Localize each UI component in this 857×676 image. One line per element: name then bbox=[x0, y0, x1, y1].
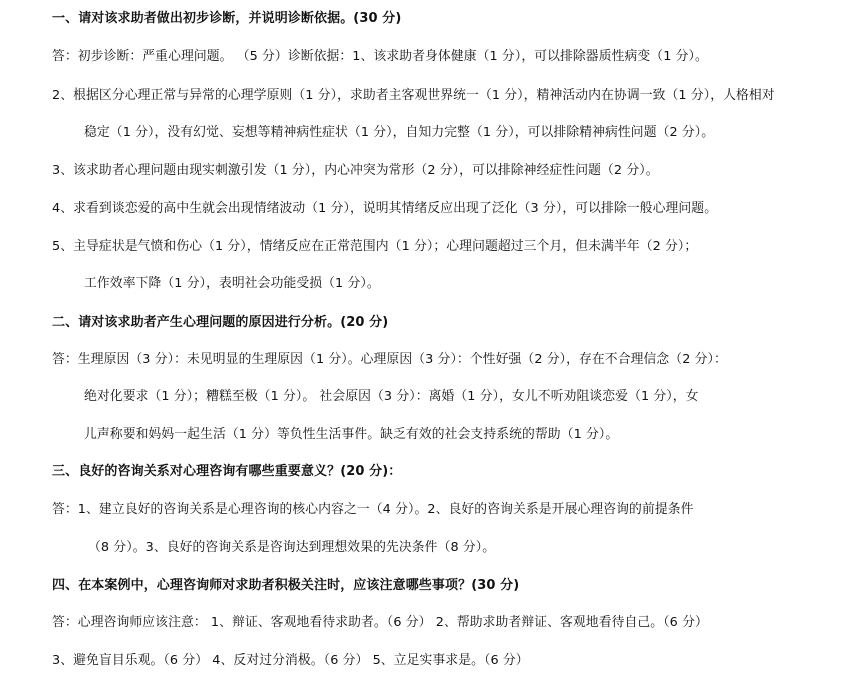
answer-1-line-1: 答：初步诊断：严重心理问题。 （5 分）诊断依据：1、该求助者身体健康（1 分），可以排除器质性病变（1 分）。 bbox=[52, 49, 708, 64]
answer-3-line-1: 答：1、建立良好的咨询关系是心理咨询的核心内容之一（4 分）。2、良好的咨询关系是开展心理咨询的前提条件 bbox=[52, 502, 694, 517]
answer-2-line-1: 答：生理原因（3 分）：未见明显的生理原因（1 分）。心理原因（3 分）：个性好强（2 分），存在不合理信念（2 分）： bbox=[52, 352, 727, 367]
answer-3-line-2: （8 分）。3、良好的咨询关系是咨询达到理想效果的先决条件（8 分）。 bbox=[88, 540, 496, 555]
answer-1-line-3: 稳定（1 分），没有幻觉、妄想等精神病性症状（1 分），自知力完整（1 分），可以排除精神病性问题（2 分）。 bbox=[84, 125, 715, 140]
answer-4-line-2: 3、避免盲目乐观。（6 分） 4、反对过分消极。（6 分） 5、立足实事求是。（6 分） bbox=[52, 653, 529, 668]
answer-2-line-3: 儿声称要和妈妈一起生活（1 分）等负性生活事件。缺乏有效的社会支持系统的帮助（1 分）。 bbox=[84, 427, 619, 442]
answer-1-line-5: 4、求看到谈恋爱的高中生就会出现情绪波动（1 分），说明其情绪反应出现了泛化（3 分），可以排除一般心理问题。 bbox=[52, 201, 718, 216]
answer-1-line-6: 5、主导症状是气愤和伤心（1 分），情绪反应在正常范围内（1 分）；心理问题超过三个月，但未满半年（2 分）； bbox=[52, 239, 698, 254]
question-4-heading: 四、在本案例中，心理咨询师对求助者积极关注时，应该注意哪些事项？(30 分) bbox=[52, 578, 520, 593]
answer-2-line-2: 绝对化要求（1 分）；糟糕至极（1 分）。 社会原因（3 分）：离婚（1 分），女儿不听劝阻谈恋爱（1 分），女 bbox=[84, 389, 699, 404]
question-3-heading: 三、良好的咨询关系对心理咨询有哪些重要意义？(20 分)： bbox=[52, 464, 402, 479]
question-1-heading: 一、请对该求助者做出初步诊断，并说明诊断依据。(30 分) bbox=[52, 11, 402, 26]
question-2-heading: 二、请对该求助者产生心理问题的原因进行分析。(20 分) bbox=[52, 315, 389, 330]
answer-4-line-1: 答：心理咨询师应该注意： 1、辩证、客观地看待求助者。（6 分） 2、帮助求助者辩证、客观地看待自己。（6 分） bbox=[52, 615, 708, 630]
answer-1-line-4: 3、该求助者心理问题由现实刺激引发（1 分），内心冲突为常形（2 分），可以排除神经症性问题（2 分）。 bbox=[52, 163, 659, 178]
answer-1-line-7: 工作效率下降（1 分），表明社会功能受损（1 分）。 bbox=[84, 276, 380, 291]
answer-1-line-2: 2、根据区分心理正常与异常的心理学原则（1 分），求助者主客观世界统一（1 分），精神活动内在协调一致（1 分），人格相对 bbox=[52, 88, 775, 103]
